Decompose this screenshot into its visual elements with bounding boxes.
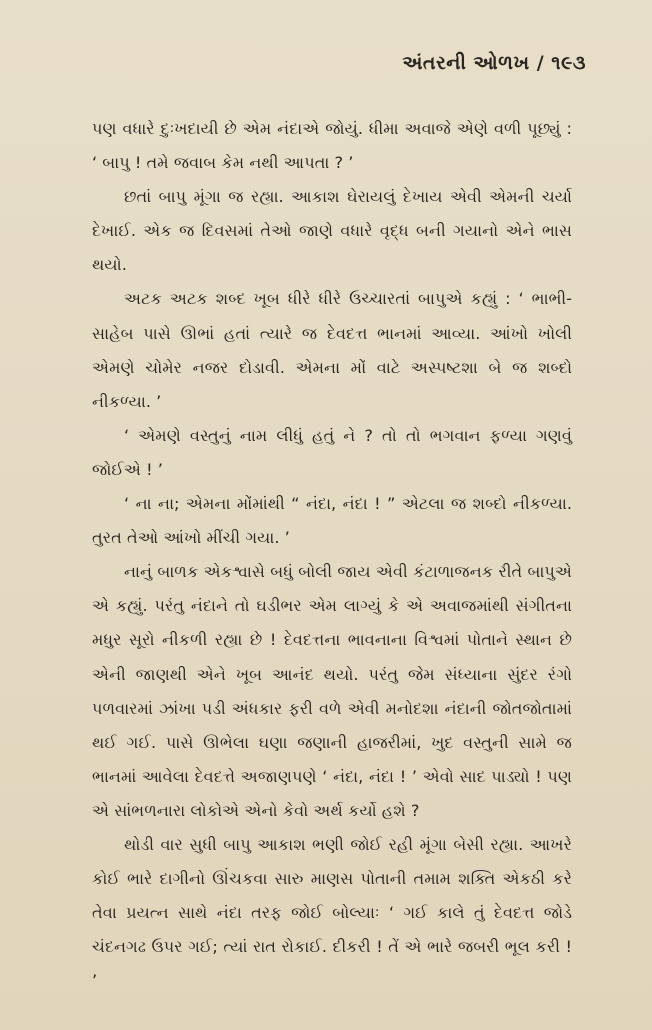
paragraph: ‘ ના ના; એમના મોંમાંથી “ નંદા, નંદા ! ” એટલા જ શબ્દો નીકળ્યા. તુરત તેઓ આંખો મીંચી ગયા. ’ (92, 494, 572, 548)
paragraph: પણ વધારે દુઃખદાયી છે એમ નંદાએ જોયું. ધીમા અવાજે એણે વળી પૂછ્યું : ‘ બાપુ ! તમે જવાબ કેમ નથી આપતા ? ’ (92, 119, 572, 173)
page-body (92, 112, 572, 998)
paragraph: અટક અટક શબ્દ ખૂબ ધીરે ધીરે ઉચ્ચારતાં બાપુએ કહ્યું : ‘ ભાભી-સાહેબ પાસે ઊભાં હતાં ત્યારે જ દેવદત્ત ભાનમાં આવ્યા. આંખો ખોલી એમણે ચોમેર નજર દોડાવી. એમના મોં વાટે અસ્પષ્ટશા બે જ શબ્દો નીકળ્યા. ’ (92, 289, 572, 411)
running-head: અંતરની ઓળખ / ૧૯૩ (402, 52, 586, 74)
paragraph: થોડી વાર સુધી બાપુ આકાશ ભણી જોઈ રહી મૂંગા બેસી રહ્યા. આખરે કોઈ ભારે દાગીનો ઊંચકવા સારુ માણસ પોતાની તમામ શક્તિ એકઠી કરે તેવા પ્રયત્ન સાથે નંદા તરફ જોઈ બોલ્યાઃ ‘ ગઈ કાલે તું દેવદત્ત જોડે ચંદનગઢ ઉપર ગઈ; ત્યાં રાત રોકાઈ. દીકરી ! તેં એ ભારે જબરી ભૂલ કરી ! ’ (92, 834, 572, 991)
paragraph: છતાં બાપુ મૂંગા જ રહ્યા. આકાશ ઘેરાયલું દેખાય એવી એમની ચર્યા દેખાઈ. એક જ દિવસમાં તેઓ જાણે વધારે વૃદ્ધ બની ગયાનો એને ભાસ થયો. (92, 187, 572, 275)
paragraph: નાનું બાળક એકશ્વાસે બધું બોલી જાય એવી કંટાળાજનક રીતે બાપુએ એ કહ્યું. પરંતુ નંદાને તો ઘડીભર એમ લાગ્યું કે એ અવાજમાંથી સંગીતના મધુર સૂરો નીકળી રહ્યા છે ! દેવદત્તના ભાવનાના વિશ્વમાં પોતાને સ્થાન છે એની જાણથી એને ખૂબ આનંદ થયો. પરંતુ જેમ સંધ્યાના સુંદર રંગો પળવારમાં ઝાંખા પડી અંધકાર ફરી વળે એવી મનોદશા નંદાની જોતજોતામાં થઈ ગઈ. પાસે ઊભેલા ઘણા જણાની હાજરીમાં, ખુદ વસ્તુની સામે જ ભાનમાં આવેલા દેવદત્તે અજાણપણે ‘ નંદા, નંદા ! ’ એવો સાદ પાડ્યો ! પણ એ સાંભળનારા લોકોએ એનો કેવો અર્થ કર્યો હશે ? (92, 562, 572, 820)
paragraph: ‘ એમણે વસ્તુનું નામ લીધું હતું ને ? તો તો ભગવાન ફળ્યા ગણવું જોઈએ ! ’ (92, 425, 572, 479)
